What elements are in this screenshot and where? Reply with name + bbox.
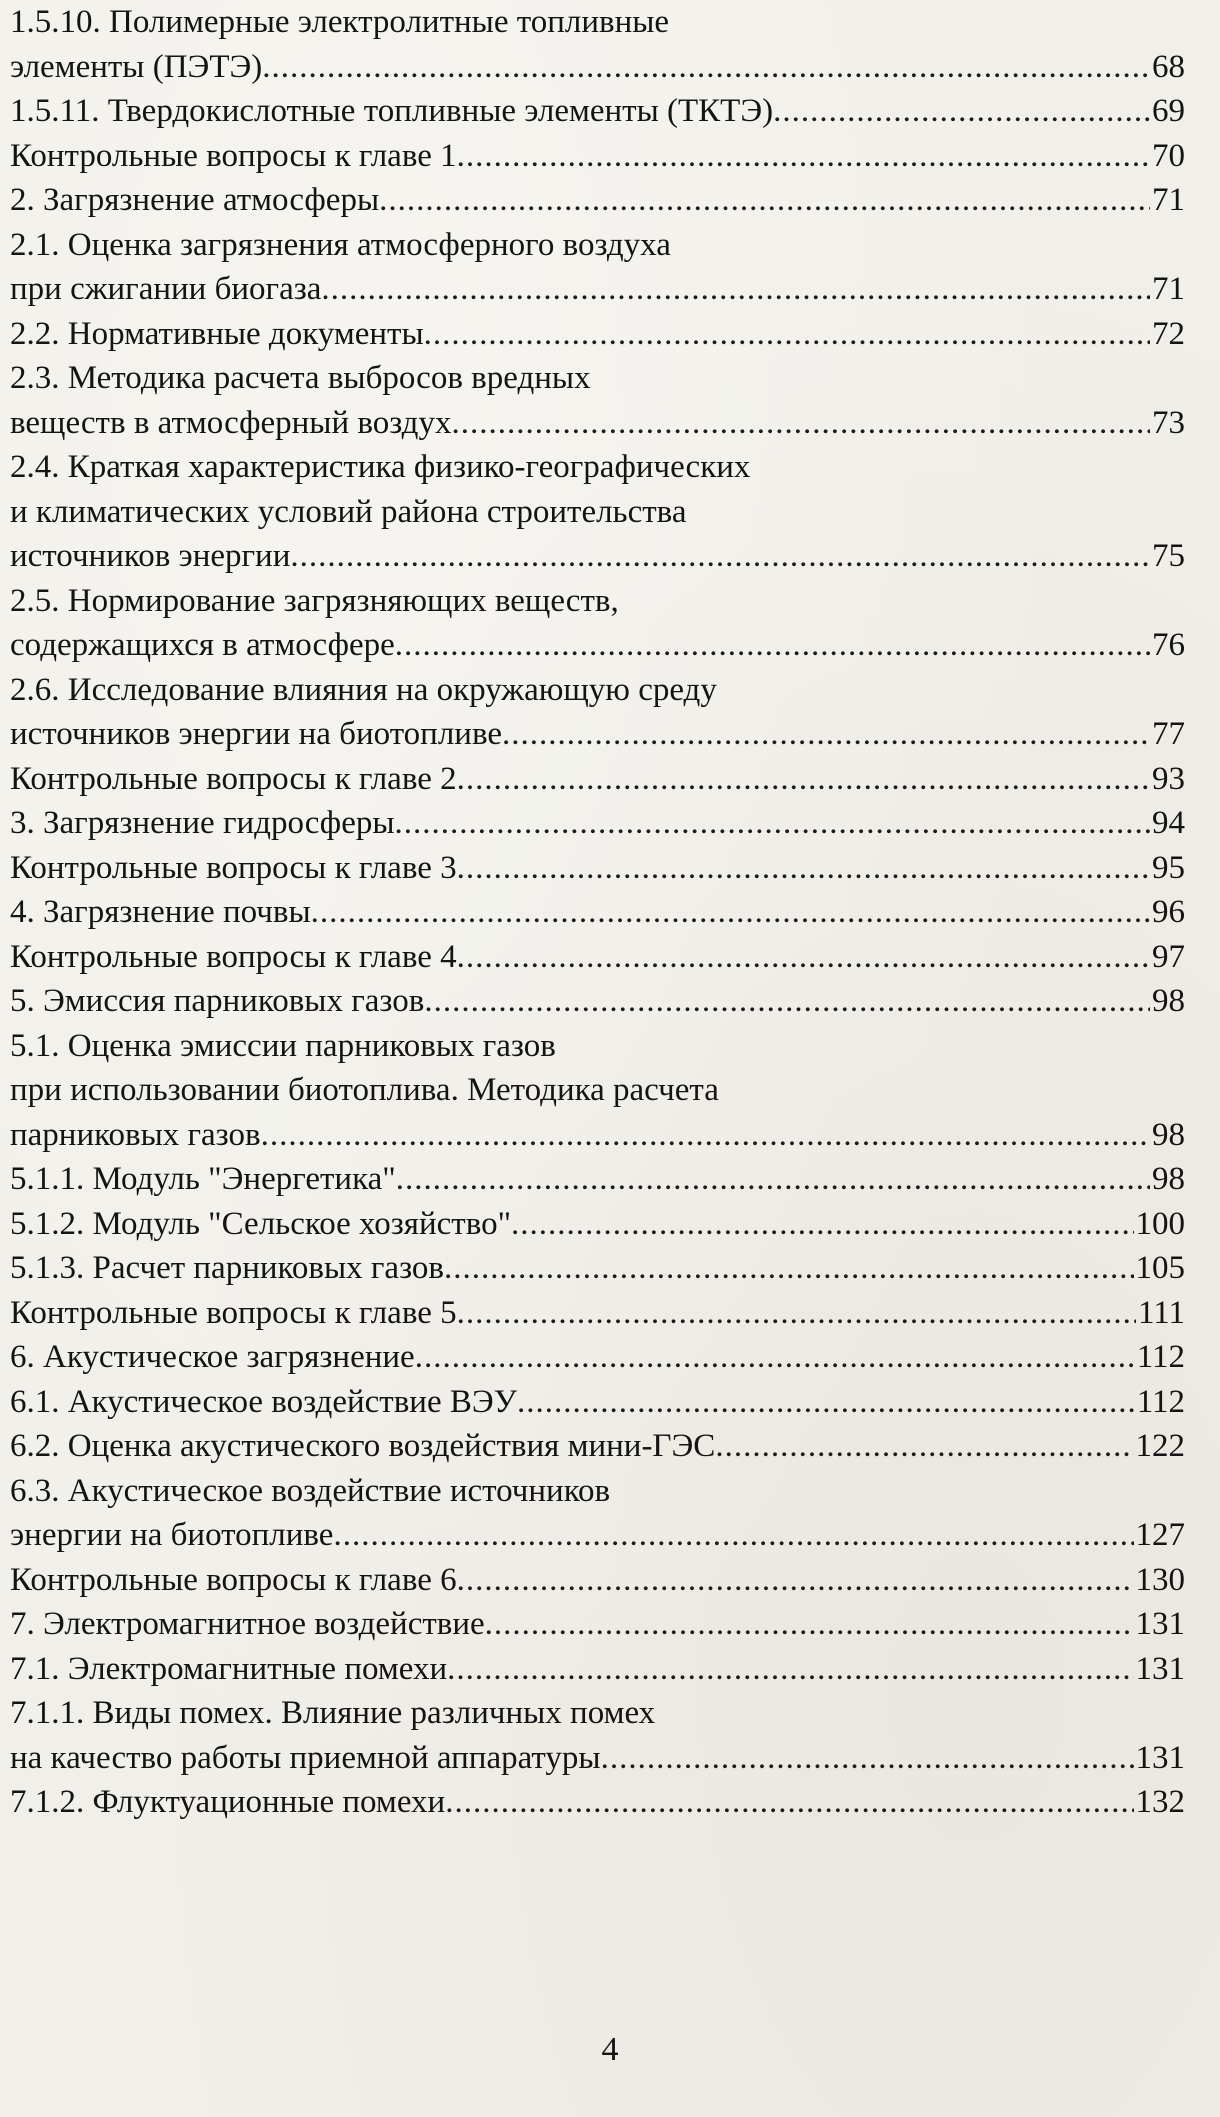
toc-entry bbox=[10, 979, 1185, 1024]
toc-page-number: 75 bbox=[1152, 538, 1185, 574]
toc-entry bbox=[10, 1469, 1185, 1558]
toc-entry-line bbox=[10, 1780, 1185, 1825]
toc-entry-line bbox=[10, 1380, 1185, 1425]
toc-page-number: 98 bbox=[1152, 1116, 1185, 1153]
toc-entry-line bbox=[10, 1558, 1185, 1603]
toc-page-number: 122 bbox=[1135, 1428, 1185, 1464]
toc-entry-line bbox=[10, 1113, 1185, 1158]
table-of-contents bbox=[10, 0, 1185, 1825]
toc-entry-line bbox=[10, 312, 1185, 357]
toc-entry-text: 5.1.1. Модуль "Энергетика" bbox=[10, 1161, 396, 1197]
dot-leader bbox=[424, 979, 1150, 1024]
toc-entry bbox=[10, 1424, 1185, 1469]
toc-entry-text: 2.6. Исследование влияния на окружающую среду bbox=[10, 671, 717, 708]
toc-entry bbox=[10, 1602, 1185, 1647]
toc-entry-text: 6. Акустическое загрязнение bbox=[10, 1339, 415, 1375]
dot-leader bbox=[715, 1424, 1133, 1469]
toc-entry-text: при использовании биотоплива. Методика расчета bbox=[10, 1072, 719, 1108]
toc-entry-line bbox=[10, 89, 1185, 134]
toc-page-number: 131 bbox=[1135, 1739, 1185, 1776]
dot-leader bbox=[321, 267, 1150, 312]
toc-entry bbox=[10, 890, 1185, 935]
dot-leader bbox=[517, 1380, 1135, 1425]
toc-entry-text: 7.1. Электромагнитные помехи bbox=[10, 1650, 448, 1687]
toc-entry-text: веществ в атмосферный воздух bbox=[10, 404, 452, 441]
dot-leader bbox=[395, 801, 1150, 846]
toc-entry-text: Контрольные вопросы к главе 6 bbox=[10, 1561, 457, 1598]
toc-entry-text: источников энергии bbox=[10, 538, 291, 574]
toc-page-number: 93 bbox=[1152, 760, 1185, 797]
toc-entry bbox=[10, 1558, 1185, 1603]
toc-page-number: 71 bbox=[1152, 182, 1185, 218]
toc-page-number: 96 bbox=[1152, 894, 1185, 930]
toc-entry-text: 2.5. Нормирование загрязняющих веществ, bbox=[10, 582, 619, 619]
toc-entry-text: при сжигании биогаза bbox=[10, 271, 322, 307]
toc-entry-text: парниковых газов bbox=[10, 1116, 261, 1153]
toc-entry-line bbox=[10, 1024, 1185, 1069]
toc-entry-line bbox=[10, 45, 1185, 90]
toc-entry-line bbox=[10, 267, 1185, 312]
toc-page-number: 105 bbox=[1135, 1250, 1185, 1286]
toc-entry-text: 6.3. Акустическое воздействие источников bbox=[10, 1472, 611, 1509]
toc-entry-line bbox=[10, 445, 1185, 490]
dot-leader bbox=[415, 1335, 1135, 1380]
toc-entry-text: Контрольные вопросы к главе 1 bbox=[10, 137, 457, 174]
toc-entry-line bbox=[10, 1691, 1185, 1736]
toc-entry-line bbox=[10, 1068, 1185, 1113]
dot-leader bbox=[601, 1736, 1134, 1781]
toc-page-number: 76 bbox=[1152, 627, 1185, 663]
toc-entry-text: 6.1. Акустическое воздействие ВЭУ bbox=[10, 1383, 518, 1420]
dot-leader bbox=[424, 312, 1150, 357]
toc-page-number: 132 bbox=[1135, 1784, 1185, 1820]
toc-entry bbox=[10, 1291, 1185, 1336]
toc-entry bbox=[10, 757, 1185, 802]
toc-entry bbox=[10, 1380, 1185, 1425]
dot-leader bbox=[261, 1113, 1150, 1158]
toc-entry-line bbox=[10, 223, 1185, 268]
toc-entry-text: Контрольные вопросы к главе 5 bbox=[10, 1294, 457, 1331]
toc-entry bbox=[10, 1246, 1185, 1291]
toc-entry-line bbox=[10, 1469, 1185, 1514]
toc-entry-line bbox=[10, 579, 1185, 624]
toc-entry bbox=[10, 0, 1185, 89]
dot-leader bbox=[262, 45, 1150, 90]
toc-entry-text: 2.1. Оценка загрязнения атмосферного воздуха bbox=[10, 226, 671, 263]
toc-entry-line bbox=[10, 1602, 1185, 1647]
toc-entry-line bbox=[10, 1647, 1185, 1692]
toc-page-number: 111 bbox=[1137, 1294, 1185, 1331]
toc-entry bbox=[10, 1780, 1185, 1825]
toc-entry-text: 2.2. Нормативные документы bbox=[10, 315, 424, 352]
dot-leader bbox=[333, 1513, 1133, 1558]
toc-page-number: 112 bbox=[1136, 1383, 1185, 1420]
toc-entry-text: 4. Загрязнение почвы bbox=[10, 894, 311, 930]
toc-entry bbox=[10, 1024, 1185, 1158]
dot-leader bbox=[379, 178, 1150, 223]
toc-entry-line bbox=[10, 935, 1185, 980]
toc-entry bbox=[10, 1647, 1185, 1692]
toc-entry-line bbox=[10, 1335, 1185, 1380]
toc-entry-text: 2.3. Методика расчета выбросов вредных bbox=[10, 360, 591, 396]
toc-entry-line bbox=[10, 1291, 1185, 1336]
toc-entry bbox=[10, 223, 1185, 312]
dot-leader bbox=[511, 1202, 1133, 1247]
toc-entry-text: 7.1.2. Флуктуационные помехи bbox=[10, 1784, 446, 1820]
toc-page-number: 97 bbox=[1152, 938, 1185, 975]
dot-leader bbox=[395, 623, 1150, 668]
toc-entry bbox=[10, 1157, 1185, 1202]
toc-page-number: 94 bbox=[1152, 805, 1185, 841]
toc-entry-line bbox=[10, 1424, 1185, 1469]
toc-entry bbox=[10, 1691, 1185, 1780]
toc-entry bbox=[10, 1202, 1185, 1247]
toc-page-number: 73 bbox=[1152, 404, 1185, 441]
toc-entry-line bbox=[10, 1513, 1185, 1558]
toc-entry bbox=[10, 89, 1185, 134]
toc-entry bbox=[10, 668, 1185, 757]
toc-entry-text: 5. Эмиссия парниковых газов bbox=[10, 983, 425, 1019]
toc-entry-line bbox=[10, 890, 1185, 935]
toc-page-number: 127 bbox=[1135, 1517, 1185, 1553]
dot-leader bbox=[447, 1647, 1133, 1692]
toc-entry-text: 6.2. Оценка акустического воздействия мини-ГЭС bbox=[10, 1428, 716, 1464]
toc-entry-text: 1.5.11. Твердокислотные топливные элементы (ТКТЭ) bbox=[10, 93, 774, 129]
toc-entry-text: 3. Загрязнение гидросферы bbox=[10, 805, 395, 841]
toc-entry-text: источников энергии на биотопливе bbox=[10, 716, 503, 752]
toc-entry-text: 5.1.2. Модуль "Сельское хозяйство" bbox=[10, 1205, 512, 1242]
toc-entry-line bbox=[10, 490, 1185, 535]
toc-entry-text: 2.4. Краткая характеристика физико-географических bbox=[10, 449, 751, 485]
toc-entry bbox=[10, 801, 1185, 846]
toc-entry-line bbox=[10, 356, 1185, 401]
dot-leader bbox=[457, 935, 1150, 980]
page-number: 4 bbox=[601, 2031, 619, 2068]
dot-leader bbox=[457, 1558, 1134, 1603]
toc-entry-line bbox=[10, 401, 1185, 446]
toc-entry bbox=[10, 935, 1185, 980]
toc-entry-line bbox=[10, 623, 1185, 668]
dot-leader bbox=[457, 1291, 1136, 1336]
toc-entry-line bbox=[10, 1246, 1185, 1291]
dot-leader bbox=[457, 757, 1150, 802]
toc-entry-text: 5.1. Оценка эмиссии парниковых газов bbox=[10, 1027, 556, 1064]
dot-leader bbox=[311, 890, 1150, 935]
dot-leader bbox=[290, 534, 1150, 579]
dot-leader bbox=[444, 1246, 1134, 1291]
toc-entry bbox=[10, 846, 1185, 891]
toc-entry-line bbox=[10, 846, 1185, 891]
toc-page-number: 112 bbox=[1136, 1339, 1185, 1375]
toc-page-number: 130 bbox=[1135, 1561, 1185, 1598]
toc-entry-line bbox=[10, 1736, 1185, 1781]
toc-page-number: 95 bbox=[1152, 849, 1185, 886]
toc-entry-text: Контрольные вопросы к главе 4 bbox=[10, 938, 457, 975]
toc-entry-text: и климатических условий района строительства bbox=[10, 493, 687, 530]
toc-entry bbox=[10, 445, 1185, 579]
toc-entry-line bbox=[10, 534, 1185, 579]
toc-entry-line bbox=[10, 979, 1185, 1024]
toc-entry bbox=[10, 356, 1185, 445]
toc-entry-text: 5.1.3. Расчет парниковых газов bbox=[10, 1250, 444, 1286]
toc-entry-line bbox=[10, 712, 1185, 757]
toc-entry bbox=[10, 178, 1185, 223]
toc-entry-text: 1.5.10. Полимерные электролитные топливные bbox=[10, 4, 670, 40]
dot-leader bbox=[457, 134, 1150, 179]
toc-page-number: 98 bbox=[1152, 1161, 1185, 1197]
toc-entry bbox=[10, 1335, 1185, 1380]
toc-page-number: 68 bbox=[1152, 48, 1185, 85]
toc-entry-text: 7. Электромагнитное воздействие bbox=[10, 1606, 485, 1642]
toc-entry bbox=[10, 579, 1185, 668]
toc-entry-text: 2. Загрязнение атмосферы bbox=[10, 182, 380, 218]
dot-leader bbox=[502, 712, 1150, 757]
toc-entry-text: энергии на биотопливе bbox=[10, 1517, 334, 1553]
toc-entry-line bbox=[10, 801, 1185, 846]
dot-leader bbox=[445, 1780, 1133, 1825]
dot-leader bbox=[451, 401, 1150, 446]
toc-page-number: 71 bbox=[1152, 271, 1185, 307]
dot-leader bbox=[396, 1157, 1150, 1202]
dot-leader bbox=[485, 1602, 1134, 1647]
toc-entry-text: элементы (ПЭТЭ) bbox=[10, 48, 263, 85]
toc-page-number: 77 bbox=[1152, 716, 1185, 752]
toc-page-number: 131 bbox=[1135, 1606, 1185, 1642]
toc-entry bbox=[10, 312, 1185, 357]
toc-page-number: 98 bbox=[1152, 983, 1185, 1019]
toc-page-number: 72 bbox=[1152, 315, 1185, 352]
toc-entry-text: Контрольные вопросы к главе 3 bbox=[10, 849, 457, 886]
toc-entry-text: на качество работы приемной аппаратуры bbox=[10, 1739, 601, 1776]
toc-entry-text: содержащихся в атмосфере bbox=[10, 627, 395, 663]
toc-entry-text: 7.1.1. Виды помех. Влияние различных помех bbox=[10, 1695, 656, 1731]
toc-page-number: 70 bbox=[1152, 137, 1185, 174]
toc-entry-line bbox=[10, 1202, 1185, 1247]
dot-leader bbox=[773, 89, 1150, 134]
toc-page-number: 100 bbox=[1135, 1205, 1185, 1242]
dot-leader bbox=[457, 846, 1150, 891]
toc-page-number: 69 bbox=[1152, 93, 1185, 129]
toc-entry-line bbox=[10, 1157, 1185, 1202]
toc-entry-text: Контрольные вопросы к главе 2 bbox=[10, 760, 457, 797]
toc-entry-line bbox=[10, 757, 1185, 802]
toc-page-number: 131 bbox=[1135, 1650, 1185, 1687]
toc-entry-line bbox=[10, 178, 1185, 223]
toc-entry-line bbox=[10, 0, 1185, 45]
toc-entry bbox=[10, 134, 1185, 179]
toc-entry-line bbox=[10, 668, 1185, 713]
toc-entry-line bbox=[10, 134, 1185, 179]
